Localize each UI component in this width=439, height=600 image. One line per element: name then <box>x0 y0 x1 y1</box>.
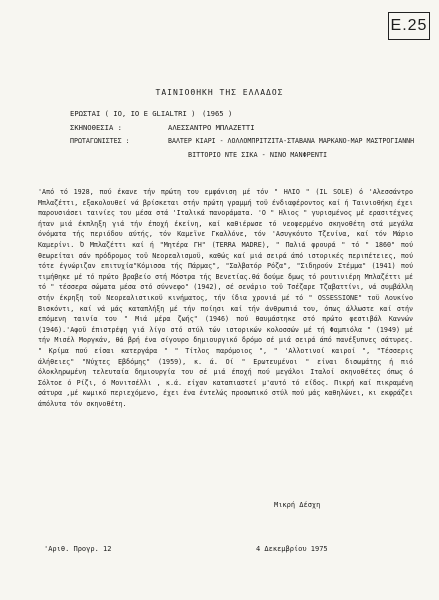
cast-names-2: ΒΙΤΤΟΡΙΟ ΝΤΕ ΣΙΚΑ - ΝΙΝΟ ΜΑΝΦΡΕΝΤΙ <box>188 151 328 159</box>
cast-label: ΠΡΩΤΑΓΩΝΙΣΤΕΣ : <box>70 137 130 145</box>
cast-line-2 <box>188 151 327 159</box>
cast-line <box>70 137 414 145</box>
catalog-stamp: E.25 <box>388 12 430 40</box>
director-line <box>70 123 255 132</box>
film-title: ΕΡΩΣΤΑΙ ( ΙΟ, ΙΟ Ε GLIALTRI ) <box>70 109 196 118</box>
director-name: ΑΛΕΣΣΑΝΤΡΟ ΜΠΛΑΖΕΤΤΙ <box>168 123 255 132</box>
film-title-line <box>70 109 232 118</box>
signature: Μικρή Δέσχη <box>274 501 321 509</box>
document-date: 4 Δεκεμβρίου 1975 <box>256 545 328 553</box>
program-number: 'Αριθ. Προγρ. 12 <box>44 545 112 553</box>
body-text: 'Από τό 1928, πού έκανε τήν πρώτη του εμφάνιση μέ τόν " ΗΛΙΟ " (IL SOLE) ό 'Αλεσσάντρο Μπλαζέττι, εξακολουθεί νά βρίσκεται στήν πρώτη γραμμή τοϋ ένδιαφέροντος καί ή Ταινιοθήκη έχει παρουσιάσει ταινίες του μέσα στά 'Ιταλικά πανοράματα. 'Ο " Ηλιος " γυρισμένος μέ ερασιτέχνες ήταν μιά έκπληξη γιά τήν έποχή έκείνη, καί καθιέρωσε τό νεοφερμένο σκηνοθέτη στά μεγάλα όνόματα τής περιόδου αύτής, τόν Καμεϊνε Γκαλλόνε, τόν 'Ασυγκόυτο Τζενίνα, καί τόν Μάριο Καμερίνι. Ό Μπλαζέττι καί ή "Μητέρα ΓΗ" (TERRA MADRE), " Παλιά φρουρά " τό " 1860" πού θεωρείται σάν πρόδρομος τοϋ Νεορεαλισμοϋ, καθώς καί μιά σειρά άπό ιστορικές περιπέτειες, πού τότε έγνώριζαν επιτυχία"Κόμισσα τής Πάρμας", "Σαλβατόρ Ρόζα", "Σιδηρούν Στέμμα" (1941) πού τιμήθηκε μέ τό πρώτο βραβείο στή Μόστρα τής Βενετίας.θά δούμε δμως τό ρουτινιέρη Μπλαζέττι μέ τό " τέσσερα σώματα μέσα στό σύννεφο" (1942), σέ σενάριο τοϋ Τσέζαρε Τζαβαττίνι, νά συμβάλλη στήν έκρηξη τοϋ Νεορεαλιστικοϋ κινήματος, τήν ίδια χρονιά μέ τό " OSSESSIONE" τοϋ Λουκίνο Βισκόντι, καί νά μάς καταπλήξη μέ τήν ποίησι καί τήν άνθρωπιά του, όπως άλλωστε καί στήν επόμενη ταινία του " Μιά μέρα ζωής" (1946) πού θαυμάστηκε στό πρώτο φεστιβάλ Καννών (1946).'Αφοϋ έπιστρέψη γιά λίγο στό στύλ τών ιστορικών κολοσσών μέ τή Φαμπιόλα " (1949) μέ τήν Μισέλ Μοργκάν, θά βρή ένα σίγουρο δημιουργικό δρόμο σέ μιά σειρά άπό πανέξυπνες σάτυρες. " Κρίμα πού είσαι κατεργάρα " " Τίτλος παρόμοιος ", " 'Αλλοτινοί καιροί ", "Τέσσερις άλήθειες" "Νύχτες Εβδόμης" (1959), κ. ά. Οί " Ερωτευμένοι " είναι δισωμάτης ή πιό όλοκληρωμένη τελευταία δημιουργία του σέ μιά έποχή πού μεγάλοι Ιταλοί σκηνοθέτες όπως ό Σόλτοε ό Ρίζι, ό Μονιτσέλλι , κ.ά. είχαν καταπιαστεί μ'αυτό τό είδος. Πικρή καί πικραμένη σάτυρα ,μέ κωμικό περιεχόμενο, έχει ένα έντελώς προσωπικό στύλ πού μάς καθηλώνει, κι εκφράζει άπόλυτα τόν σκηνοθέτη. <box>38 188 413 408</box>
film-year: (1965 ) <box>202 109 233 118</box>
director-label: ΣΚΗΝΟΘΕΣΙΑ : <box>70 123 122 132</box>
cast-names: ΒΑΛΤΕΡ ΚΙΑΡΙ - ΛΟΛΛΟΜΠΡΙΤΖΙΤΑ-ΣΤΑΒΑΝΑ ΜΑΡΚΑΝΟ-ΜΑΡ ΜΑΣΤΡΟΓΙΑΝΝΗ <box>168 137 415 145</box>
page-title: ΤΑΙΝΙΟΘΗΚΗ ΤΗΣ ΕΛΛΑΔΟΣ <box>155 88 284 97</box>
